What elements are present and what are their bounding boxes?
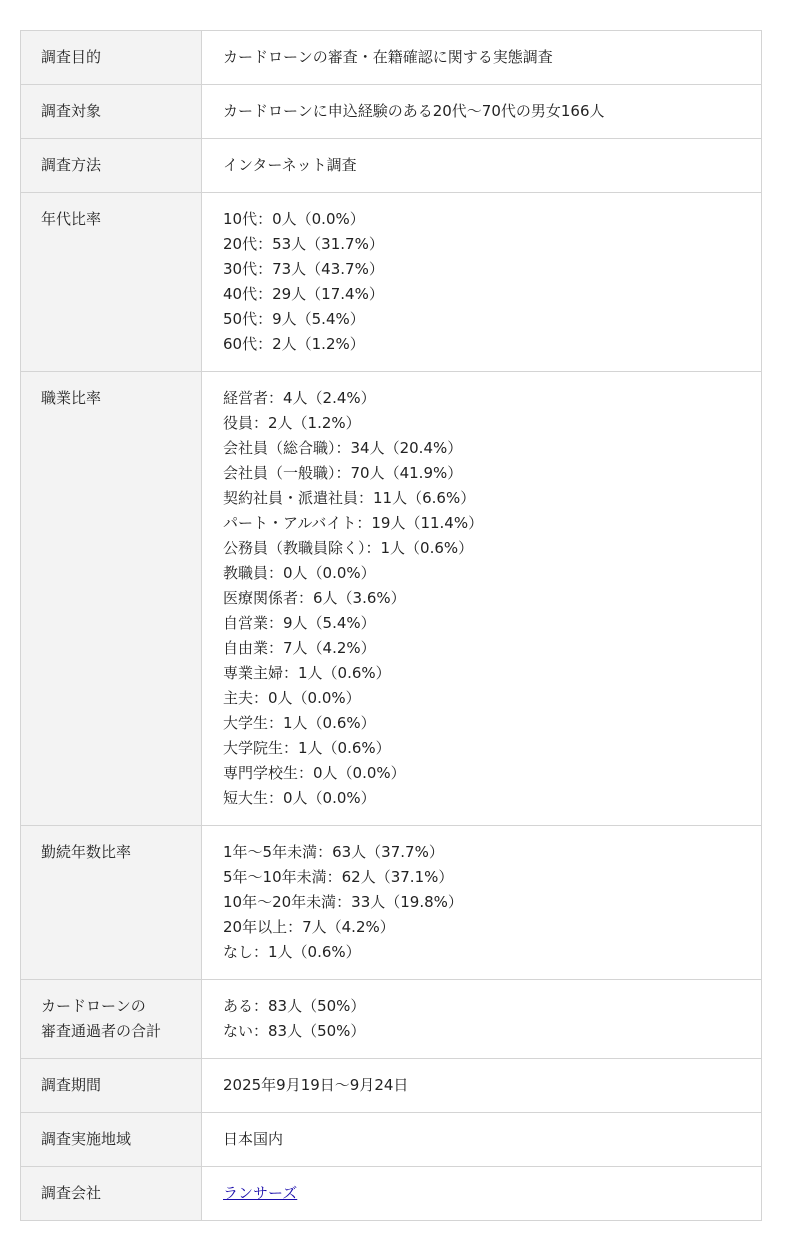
value-line: 大学院生：1人（0.6%） (223, 739, 391, 757)
value-line: パート・アルバイト：19人（11.4%） (223, 514, 484, 532)
value-line: 20代：53人（31.7%） (223, 235, 384, 253)
value-line: カードローンの審査・在籍確認に関する実態調査 (223, 48, 553, 66)
value-line: 日本国内 (223, 1130, 284, 1148)
value-line: なし：1人（0.6%） (223, 943, 361, 961)
row-label: 調査対象 (21, 85, 202, 139)
row-value (202, 139, 762, 193)
row-age-ratio (21, 193, 762, 372)
value-line: 自営業：9人（5.4%） (223, 614, 376, 632)
row-target (21, 85, 762, 139)
row-value (202, 372, 762, 826)
value-line: 20年以上：7人（4.2%） (223, 918, 395, 936)
value-line: 大学生：1人（0.6%） (223, 714, 376, 732)
value-line: 役員：2人（1.2%） (223, 414, 361, 432)
row-label: 勤続年数比率 (21, 826, 202, 980)
value-line: 10年〜20年未満：33人（19.8%） (223, 893, 463, 911)
value-line: 1年〜5年未満：63人（37.7%） (223, 843, 444, 861)
row-purpose (21, 31, 762, 85)
value-line: 5年〜10年未満：62人（37.1%） (223, 868, 454, 886)
row-label: 調査目的 (21, 31, 202, 85)
survey-overview (20, 30, 762, 1221)
row-value (202, 31, 762, 85)
value-line: 2025年9月19日〜9月24日 (223, 1076, 409, 1094)
value-line: カードローンに申込経験のある20代〜70代の男女166人 (223, 102, 605, 120)
value-line: 医療関係者：6人（3.6%） (223, 589, 406, 607)
row-value (202, 826, 762, 980)
row-tenure-ratio (21, 826, 762, 980)
row-value (202, 193, 762, 372)
value-line: ない：83人（50%） (223, 1022, 366, 1040)
row-value (202, 980, 762, 1059)
row-value (202, 85, 762, 139)
row-company (21, 1167, 762, 1221)
value-line: ある：83人（50%） (223, 997, 366, 1015)
row-label: 調査期間 (21, 1059, 202, 1113)
value-line: 公務員（教職員除く）：1人（0.6%） (223, 539, 474, 557)
value-line: 主夫：0人（0.0%） (223, 689, 361, 707)
row-label: 年代比率 (21, 193, 202, 372)
value-line: 経営者：4人（2.4%） (223, 389, 376, 407)
row-period (21, 1059, 762, 1113)
value-line: 短大生：0人（0.0%） (223, 789, 376, 807)
row-label-line: 審査通過者の合計 (41, 1022, 162, 1040)
row-label: 調査会社 (21, 1167, 202, 1221)
row-label: 調査実施地域 (21, 1113, 202, 1167)
row-value (202, 1167, 762, 1221)
row-occupation-ratio (21, 372, 762, 826)
row-value (202, 1113, 762, 1167)
value-line: 40代：29人（17.4%） (223, 285, 384, 303)
row-label: 職業比率 (21, 372, 202, 826)
row-region (21, 1113, 762, 1167)
row-label: 調査方法 (21, 139, 202, 193)
value-line: 契約社員・派遣社員：11人（6.6%） (223, 489, 476, 507)
value-line: 専業主婦：1人（0.6%） (223, 664, 391, 682)
value-line: 自由業：7人（4.2%） (223, 639, 376, 657)
row-label (21, 980, 202, 1059)
value-line: 専門学校生：0人（0.0%） (223, 764, 406, 782)
value-line: 会社員（一般職）：70人（41.9%） (223, 464, 463, 482)
row-method (21, 139, 762, 193)
row-approval-total (21, 980, 762, 1059)
row-label-line: カードローンの (41, 997, 146, 1015)
survey-table (20, 30, 762, 1221)
value-line: 30代：73人（43.7%） (223, 260, 384, 278)
value-line: 50代：9人（5.4%） (223, 310, 365, 328)
value-line: 教職員：0人（0.0%） (223, 564, 376, 582)
value-line: 60代：2人（1.2%） (223, 335, 365, 353)
value-line: 10代：0人（0.0%） (223, 210, 365, 228)
row-value (202, 1059, 762, 1113)
value-line: 会社員（総合職）：34人（20.4%） (223, 439, 463, 457)
value-line: インターネット調査 (223, 156, 357, 174)
company-link[interactable]: ランサーズ (223, 1184, 298, 1202)
